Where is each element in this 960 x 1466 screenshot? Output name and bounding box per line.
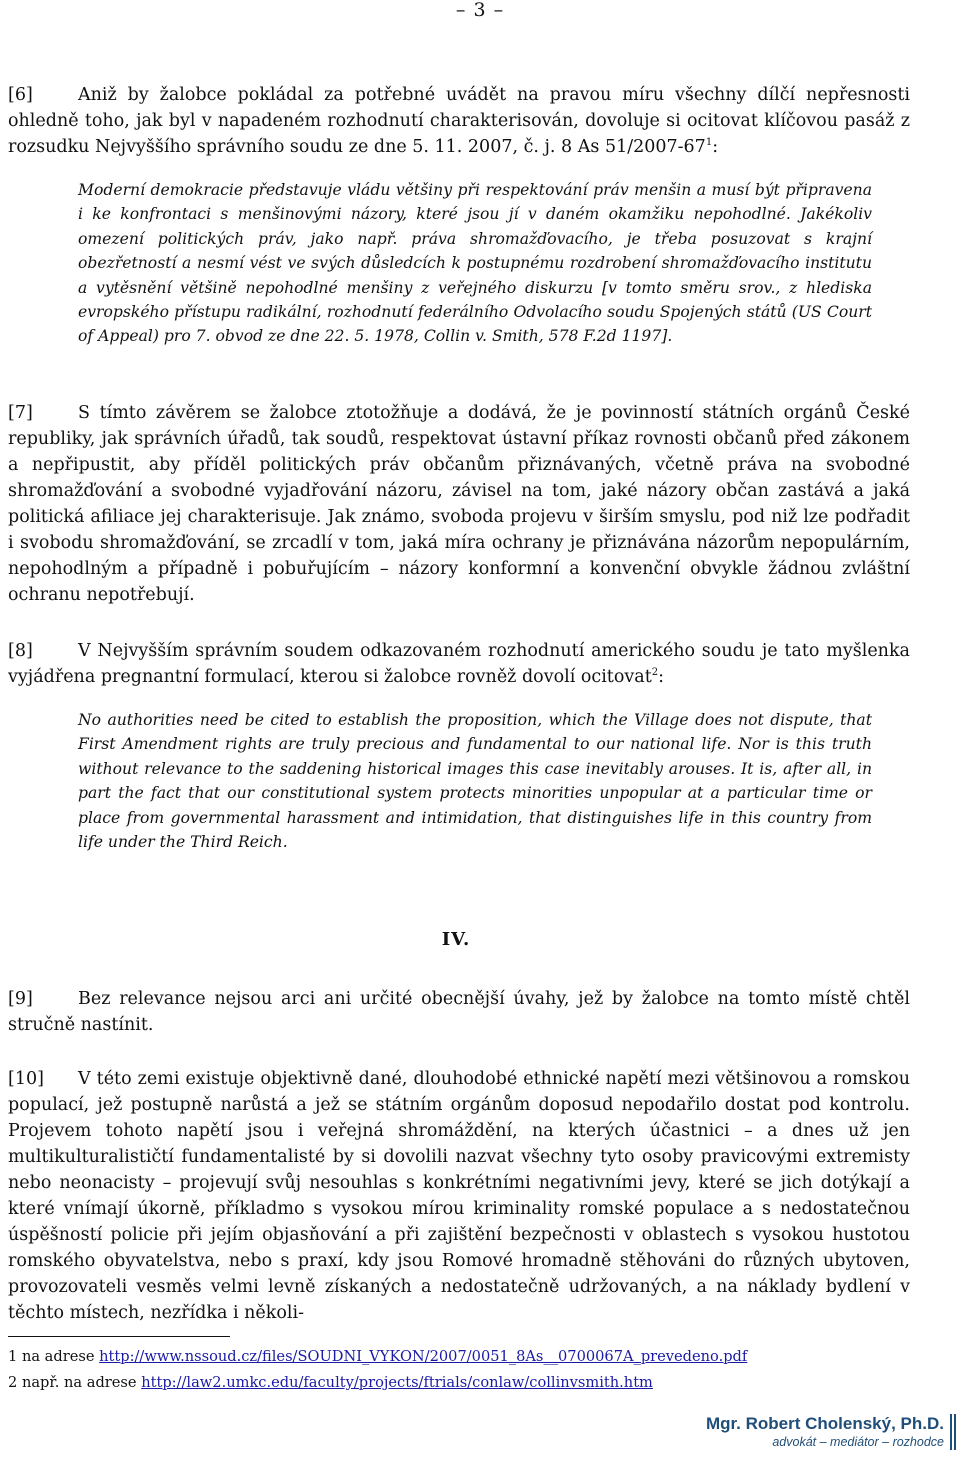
footnote-ref[interactable]: 1 [705, 137, 713, 149]
block-quote-czech: Moderní demokracie představuje vládu většiny při respektování práv menšin a musí být připravena i ke konfrontaci s menšinovými názory, které jsou jí v daném okamžiku nepohodlné. Jakékoliv omezení politických práv, jako např. práva shromažďovacího, je třeba posuzovat s krajní obezřetností a nesmí vést ve svých důsledcích k postupnému rozdrobení shromažďovacího institutu a vytěsnění většině nepohodlné menšiny z veřejného diskurzu [v tomto směru srov., z hlediska evropského přístupu radikální, rozhodnutí federálního Odvolacího soudu Spojených států (US Court of Appeal) pro 7. obvod ze dne 22. 5. 1978, Collin v. Smith, 578 F.2d 1197]. [78, 181, 872, 346]
paragraph-text: Bez relevance nejsou arci ani určité obecnější úvahy, jež by žalobce na tomto místě chtěl stručně nastínit. [8, 989, 910, 1035]
logo-bars-icon [950, 1414, 956, 1450]
footnote-number: 1 [8, 1348, 18, 1365]
paragraph-colon: : [658, 667, 665, 687]
footnote-number: 2 [8, 1374, 18, 1391]
paragraph-number: [7] [8, 403, 33, 423]
footnote-prefix: na adrese [21, 1348, 95, 1365]
paragraph-7 [8, 400, 910, 608]
section-heading: IV. [441, 929, 471, 950]
footnote-prefix: např. na adrese [21, 1374, 137, 1391]
paragraph-colon: : [712, 137, 719, 157]
paragraph-text: V Nejvyšším správním soudem odkazovaném rozhodnutí amerického soudu je tato myšlenka vyjádřena pregnantní formulací, kterou si žalobce rovněž dovolí ocitovat [8, 641, 910, 687]
paragraph-text: V této zemi existuje objektivně dané, dlouhodobé ethnické napětí mezi většinovou a romskou populací, jež postupně narůstá a jež se státním orgánům doposud nepodařilo dostat pod kontrolu. Projevem tohoto napětí jsou i veřejná shromáždění, na kterých účastnici – a dnes už jen multikulturalističtí fundamentalisté by si dovolili nazvat všechny tyto osoby pravicovými extremisty nebo neonacisty – projevují svůj nesouhlas s konkrétními negativními jevy, které se jich dotýkají a které vnímají úkorně, příkladmo s vysokou mírou kriminality romské populace a s nedostatečnou úspěšností policie při jejím objasňování a při zajištění bezpečnosti v oblastech s vysokou hustotou romského obyvatelstva, nebo s praxí, kdy jsou Romové hromadně stěhováni do různých ubytoven, provozovateli vesměs velmi levně získaných a nedostatečně udržovaných, a na náklady bydlení v těchto místech, nezřídka i několi- [8, 1069, 910, 1323]
paragraph-number: [10] [8, 1069, 44, 1089]
paragraph-10 [8, 1066, 910, 1326]
paragraph-text: S tímto závěrem se žalobce ztotožňuje a dodává, že je povinností státních orgánů České republiky, jak správních úřadů, tak soudů, respektovat ústavní příkaz rovnosti občanů před zákonem a nepřipustit, aby příděl politických práv občanům přiznávaných, včetně práva na svobodné shromažďování a svobodné vyjadřování názoru, závisel na tom, jaké názory občan zastává a jaká politická afiliace jej charakterisuje. Jak známo, svoboda projevu v širším smyslu, pod niž lze podřadit i svobodu shromažďování, se zrcadlí v tom, jaká míra ochrany je přiznávána názorům nepopulárním, nepohodlným a případně i pobuřujícím – názory konformní a konvenční obvykle žádnou zvláštní ochranu nepotřebují. [8, 403, 910, 605]
footnote-1 [8, 1348, 747, 1366]
signature-name: Mgr. Robert Cholenský, Ph.D. [705, 1414, 944, 1433]
footnote-ref[interactable]: 2 [651, 667, 659, 679]
footnote-divider [8, 1336, 230, 1337]
signature-role: advokát – mediátor – rozhodce [772, 1435, 944, 1449]
page-number: – 3 – [455, 0, 505, 21]
signature-block [706, 1414, 944, 1450]
paragraph-number: [9] [8, 989, 33, 1009]
paragraph-9 [8, 986, 910, 1038]
footnote-link[interactable]: http://www.nssoud.cz/files/SOUDNI_VYKON/2007/0051_8As__0700067A_prevedeno.pdf [99, 1348, 748, 1365]
footnote-2 [8, 1374, 653, 1392]
paragraph-6 [8, 82, 910, 160]
paragraph-text: Aniž by žalobce pokládal za potřebné uvádět na pravou míru všechny dílčí nepřesnosti ohledně toho, jak byl v napadeném rozhodnutí charakterisován, dovoluje si ocitovat klíčovou pasáž z rozsudku Nejvyššího správního soudu ze dne 5. 11. 2007, č. j. 8 As 51/2007-67 [8, 85, 910, 157]
paragraph-number: [6] [8, 85, 33, 105]
footnote-link[interactable]: http://law2.umkc.edu/faculty/projects/ftrials/conlaw/collinvsmith.htm [141, 1374, 653, 1391]
block-quote-english: No authorities need be cited to establish the proposition, which the Village does not dispute, that First Amendment rights are truly precious and fundamental to our national life. Nor is this truth without relevance to the saddening historical images this case inevitably arouses. It is, after all, in part the fact that our constitutional system protects minorities unpopular at a particular time or place from governmental harassment and intimidation, that distinguishes life in this country from life under the Third Reich. [78, 711, 872, 852]
paragraph-8 [8, 638, 910, 690]
paragraph-number: [8] [8, 641, 33, 661]
